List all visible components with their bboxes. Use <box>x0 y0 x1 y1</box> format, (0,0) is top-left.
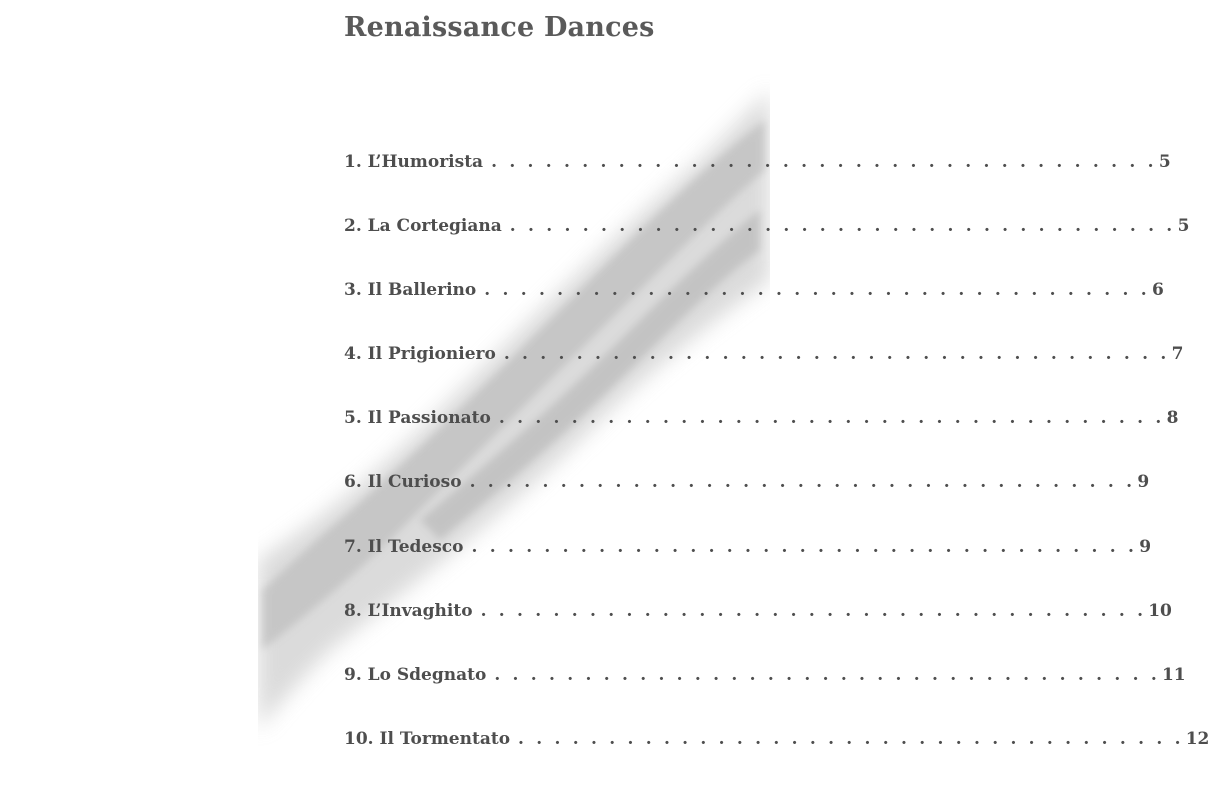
dot-leader: . . . . . . . . . . . . . . . . . . . . . . . . . . . . . . . . . . . . . <box>494 664 1160 685</box>
toc-entry-title: 3. Il Ballerino <box>344 280 477 301</box>
toc-entry-page: 8 <box>1166 408 1179 429</box>
toc-entry <box>344 600 1172 665</box>
toc-entry-title: 8. L’Invaghito <box>344 600 473 621</box>
toc-entry-page: 5 <box>1158 152 1171 172</box>
toc-entry-page: 11 <box>1161 664 1186 685</box>
dot-leader: . . . . . . . . . . . . . . . . . . . . . . . . . . . . . . . . . . . . . <box>471 536 1138 557</box>
toc-entry-title: 7. Il Tedesco <box>344 536 464 557</box>
dot-leader: . . . . . . . . . . . . . . . . . . . . . . . . . . . . . . . . . . . . . <box>469 472 1136 493</box>
toc-entry-title: 5. Il Passionato <box>344 408 491 429</box>
toc-entry <box>344 152 1171 216</box>
toc-entry-page: 10 <box>1148 600 1172 621</box>
toc-entry <box>344 536 1152 601</box>
dot-leader: . . . . . . . . . . . . . . . . . . . . . . . . . . . . . . . . . . . . . <box>503 344 1170 365</box>
dot-leader: . . . . . . . . . . . . . . . . . . . . . . . . . . . . . . . . . . . . . <box>484 280 1150 301</box>
page-title: Renaissance Dances <box>344 12 655 43</box>
toc-entry-title: 1. L’Humorista <box>344 152 484 172</box>
dot-leader: . . . . . . . . . . . . . . . . . . . . . . . . . . . . . . . . . . . . . <box>509 216 1176 237</box>
toc-entry-page: 7 <box>1171 344 1184 365</box>
toc-entry <box>344 216 1190 280</box>
dot-leader: . . . . . . . . . . . . . . . . . . . . . . . . . . . . . . . . . . . . . <box>480 600 1147 621</box>
toc-entry-page: 12 <box>1185 728 1209 749</box>
toc-entry-page: 9 <box>1137 472 1150 493</box>
toc-entry-title: 2. La Cortegiana <box>344 216 502 237</box>
dot-leader: . . . . . . . . . . . . . . . . . . . . . . . . . . . . . . . . . . . . . <box>518 728 1184 749</box>
toc-entry-title: 6. Il Curioso <box>344 472 462 493</box>
toc-entry-page: 9 <box>1139 536 1152 557</box>
toc-entry <box>344 728 1209 793</box>
toc-entry <box>344 472 1150 536</box>
toc-entry <box>344 408 1179 472</box>
table-of-contents <box>344 152 1209 793</box>
toc-entry <box>344 344 1184 408</box>
toc-entry <box>344 280 1164 344</box>
dot-leader: . . . . . . . . . . . . . . . . . . . . . . . . . . . . . . . . . . . . . <box>491 152 1157 172</box>
toc-entry-title: 4. Il Prigioniero <box>344 344 496 365</box>
toc-entry-title: 9. Lo Sdegnato <box>344 664 487 685</box>
toc-entry-page: 6 <box>1152 280 1164 301</box>
toc-entry-title: 10. Il Tormentato <box>344 728 511 749</box>
toc-entry-page: 5 <box>1177 216 1190 237</box>
toc-entry <box>344 664 1186 729</box>
dot-leader: . . . . . . . . . . . . . . . . . . . . . . . . . . . . . . . . . . . . . <box>498 408 1165 429</box>
